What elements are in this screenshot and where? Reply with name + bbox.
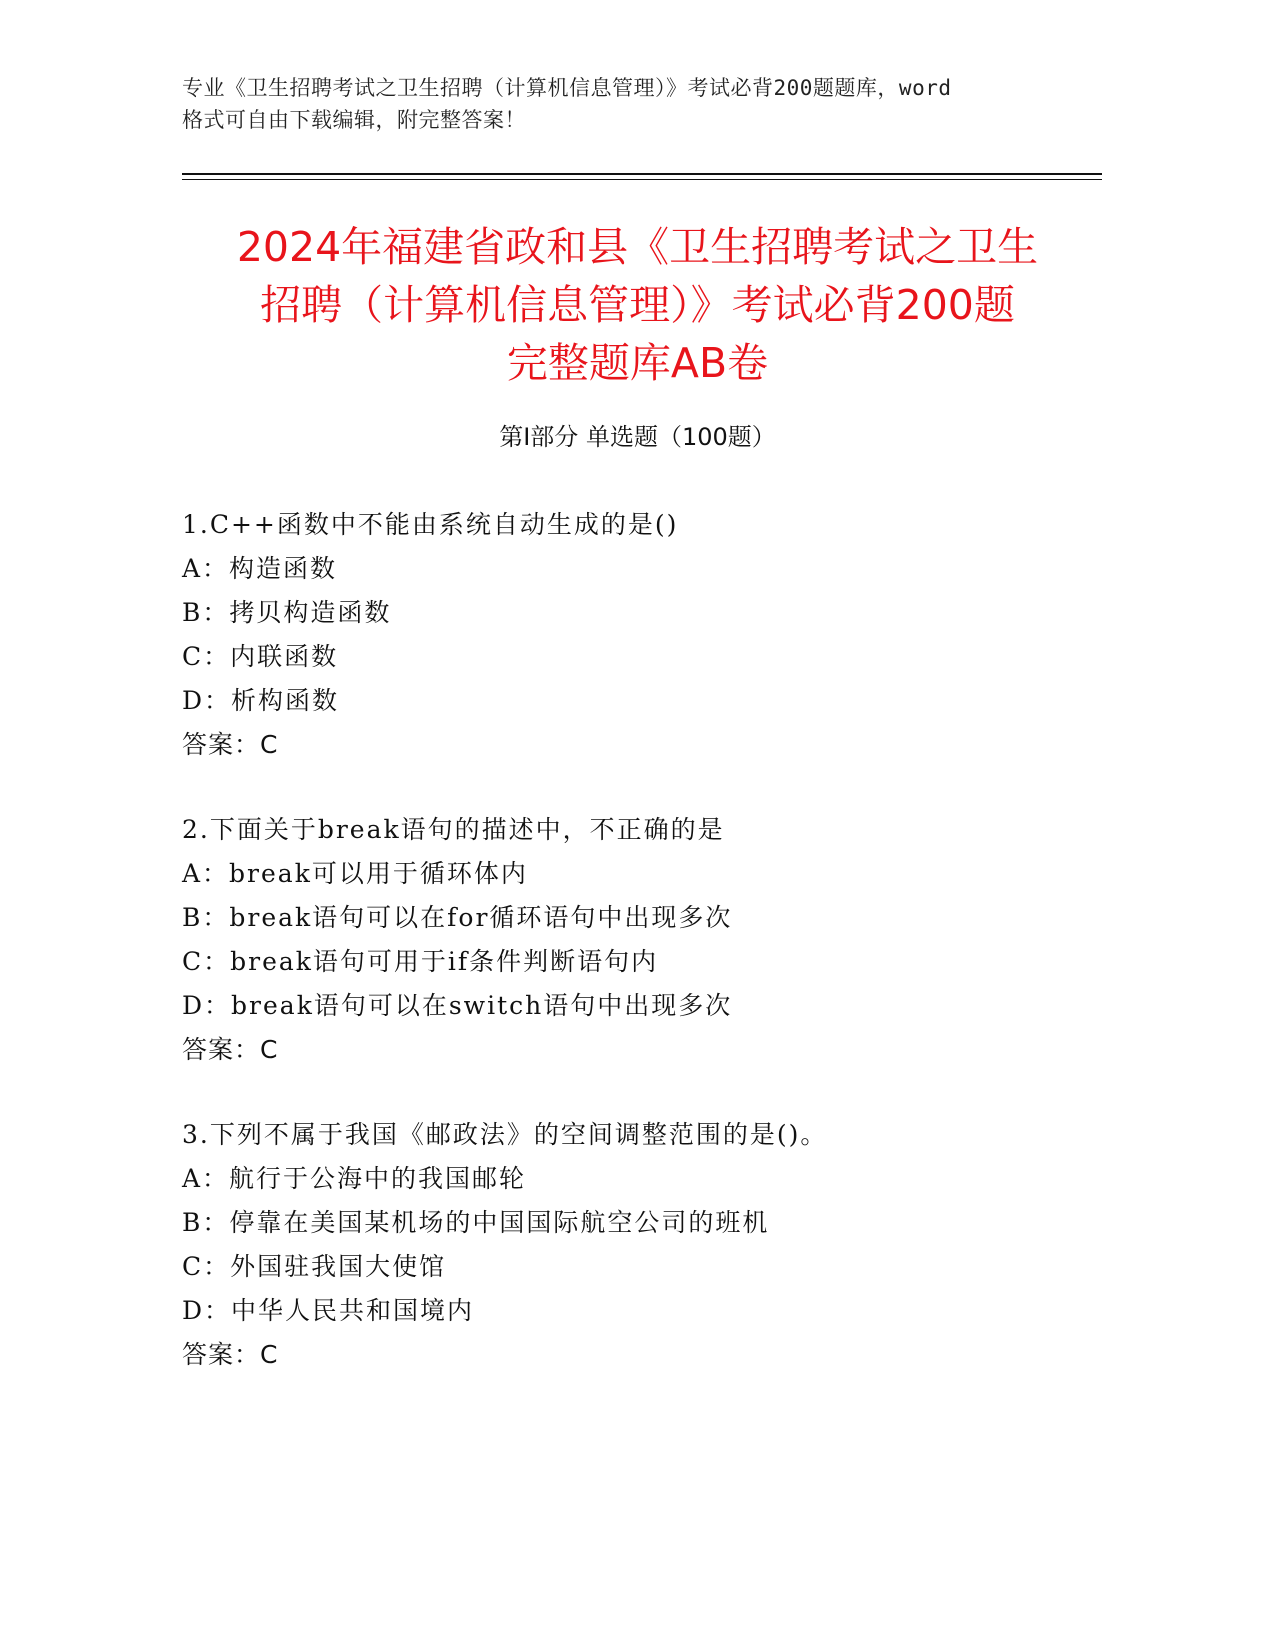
option-c: C：外国驻我国大使馆 — [182, 1252, 447, 1281]
question-stem: 1.C++函数中不能由系统自动生成的是() — [182, 510, 679, 539]
header-divider-thin — [182, 179, 1102, 180]
option-d: D：析构函数 — [182, 686, 340, 715]
option-a: A：构造函数 — [182, 554, 338, 583]
option-b: B：break语句可以在for循环语句中出现多次 — [182, 903, 733, 932]
option-c: C：break语句可用于if条件判断语句内 — [182, 947, 659, 976]
option-a: A：break可以用于循环体内 — [182, 859, 528, 888]
document-title-line-1: 2024年福建省政和县《卫生招聘考试之卫生 — [236, 223, 1039, 271]
option-d: D：break语句可以在switch语句中出现多次 — [182, 991, 733, 1020]
answer: 答案：C — [182, 1035, 279, 1064]
question-1 — [182, 503, 1102, 767]
option-d: D：中华人民共和国境内 — [182, 1296, 475, 1325]
question-3 — [182, 1113, 1102, 1377]
header-note-line-1: 专业《卫生招聘考试之卫生招聘（计算机信息管理）》考试必背200题题库，word — [182, 76, 952, 100]
question-2 — [182, 808, 1102, 1072]
section-heading: 第Ⅰ部分 单选题（100题） — [499, 423, 776, 451]
document-title — [140, 218, 1135, 392]
option-b: B：停靠在美国某机场的中国国际航空公司的班机 — [182, 1208, 770, 1237]
header-note — [182, 72, 1082, 136]
document-title-line-2: 招聘（计算机信息管理）》考试必背200题 — [260, 281, 1015, 329]
header-divider-thick — [182, 173, 1102, 175]
answer: 答案：C — [182, 730, 279, 759]
document-title-line-3: 完整题库AB卷 — [506, 339, 769, 387]
question-stem: 2.下面关于break语句的描述中，不正确的是 — [182, 815, 725, 844]
option-c: C：内联函数 — [182, 642, 339, 671]
question-stem: 3.下列不属于我国《邮政法》的空间调整范围的是()。 — [182, 1120, 828, 1149]
option-b: B：拷贝构造函数 — [182, 598, 392, 627]
answer: 答案：C — [182, 1340, 279, 1369]
header-note-line-2: 格式可自由下载编辑，附完整答案！ — [182, 108, 526, 132]
option-a: A：航行于公海中的我国邮轮 — [182, 1164, 527, 1193]
